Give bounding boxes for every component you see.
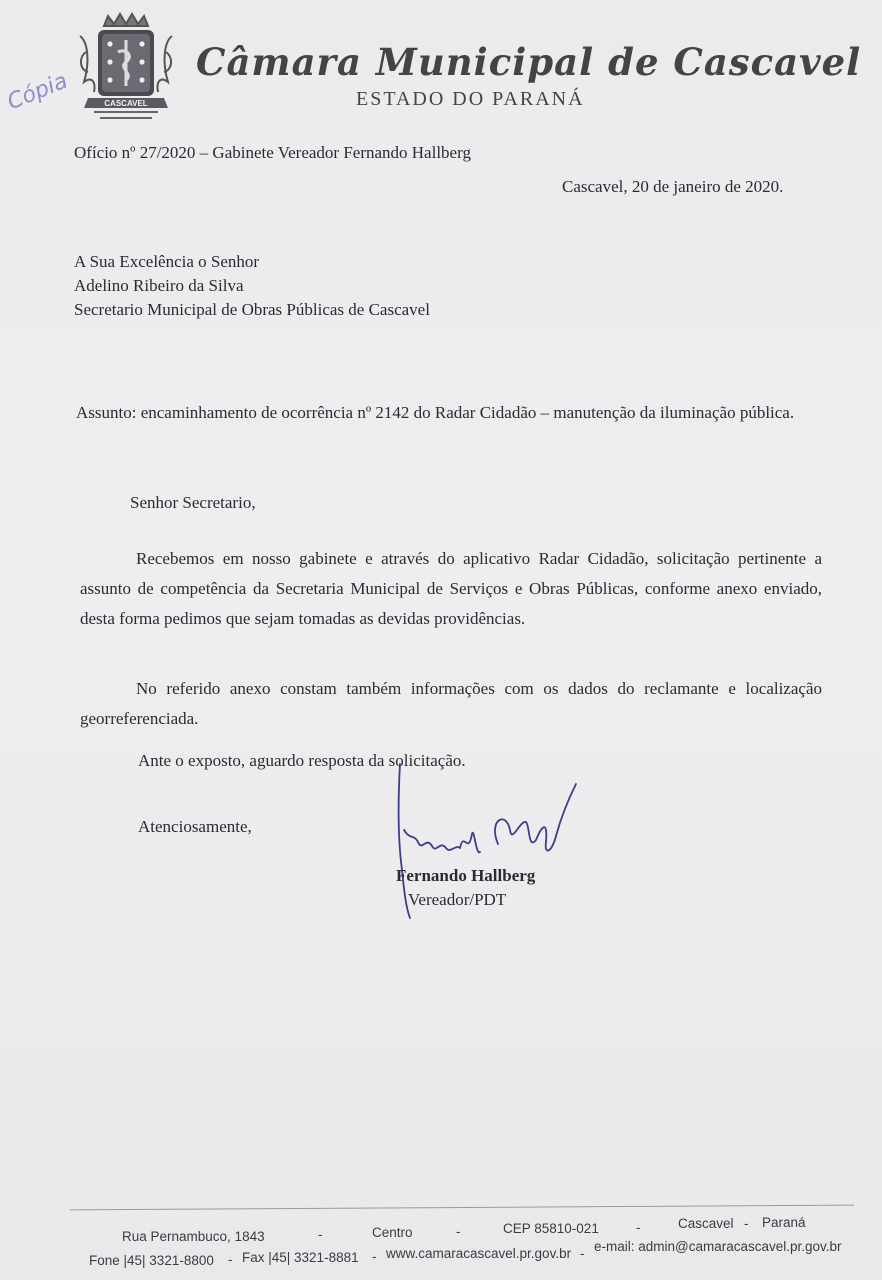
letter-subject: Assunto: encaminhamento de ocorrência nº 2142 do Radar Cidadão – manutenção da iluminação pública.	[76, 403, 795, 422]
footer-separator: -	[580, 1246, 585, 1261]
handwritten-copy-mark: Cópia	[4, 68, 72, 116]
footer-separator: -	[228, 1252, 233, 1267]
recipient-line-1: A Sua Excelência o Senhor	[74, 252, 260, 271]
salutation: Senhor Secretario,	[130, 493, 256, 512]
footer-fax: Fax |45| 3321-8881	[242, 1250, 359, 1265]
letterhead-subtitle: ESTADO DO PARANÁ	[356, 88, 585, 110]
signer-role: Vereador/PDT	[408, 890, 507, 909]
letter-reference: Ofício nº 27/2020 – Gabinete Vereador Fernando Hallberg	[74, 143, 471, 162]
footer-divider	[70, 1205, 854, 1211]
place-date: Cascavel, 20 de janeiro de 2020.	[562, 177, 784, 196]
crest-banner-text: CASCAVEL	[104, 99, 148, 108]
footer-website[interactable]: www.camaracascavel.pr.gov.br	[386, 1246, 572, 1261]
recipient-line-2: Adelino Ribeiro da Silva	[74, 276, 244, 295]
body-paragraph-2: No referido anexo constam também informações com os dados do reclamante e localização georreferenciada.	[80, 679, 822, 728]
letterhead-title: Câmara Municipal de Cascavel	[196, 40, 862, 84]
footer-separator: -	[372, 1249, 377, 1264]
footer-phone: Fone |45| 3321-8800	[89, 1253, 214, 1268]
footer-cep: CEP 85810-021	[503, 1221, 599, 1236]
footer-email[interactable]: e-mail: admin@camaracascavel.pr.gov.br	[594, 1239, 842, 1254]
recipient-line-3: Secretario Municipal de Obras Públicas de Cascavel	[74, 300, 430, 319]
footer-separator: -	[744, 1216, 749, 1231]
footer-separator: -	[636, 1220, 641, 1235]
footer-city: Cascavel	[678, 1216, 734, 1231]
footer-district: Centro	[372, 1225, 413, 1240]
footer-separator: -	[318, 1227, 323, 1242]
footer-state: Paraná	[762, 1215, 806, 1230]
body-paragraph-3: Ante o exposto, aguardo resposta da solicitação.	[138, 751, 466, 770]
footer-separator: -	[456, 1224, 461, 1239]
body-paragraph-1: Recebemos em nosso gabinete e através do aplicativo Radar Cidadão, solicitação pertinente a assunto de competência da Secretaria Municipal de Serviços e Obras Públicas, conforme anexo enviado, desta forma pedimos que sejam tomadas as devidas providências.	[80, 549, 822, 628]
closing: Atenciosamente,	[138, 817, 252, 836]
signer-name: Fernando Hallberg	[396, 866, 536, 885]
coat-of-arms-icon	[74, 12, 178, 124]
footer-address: Rua Pernambuco, 1843	[122, 1229, 265, 1244]
